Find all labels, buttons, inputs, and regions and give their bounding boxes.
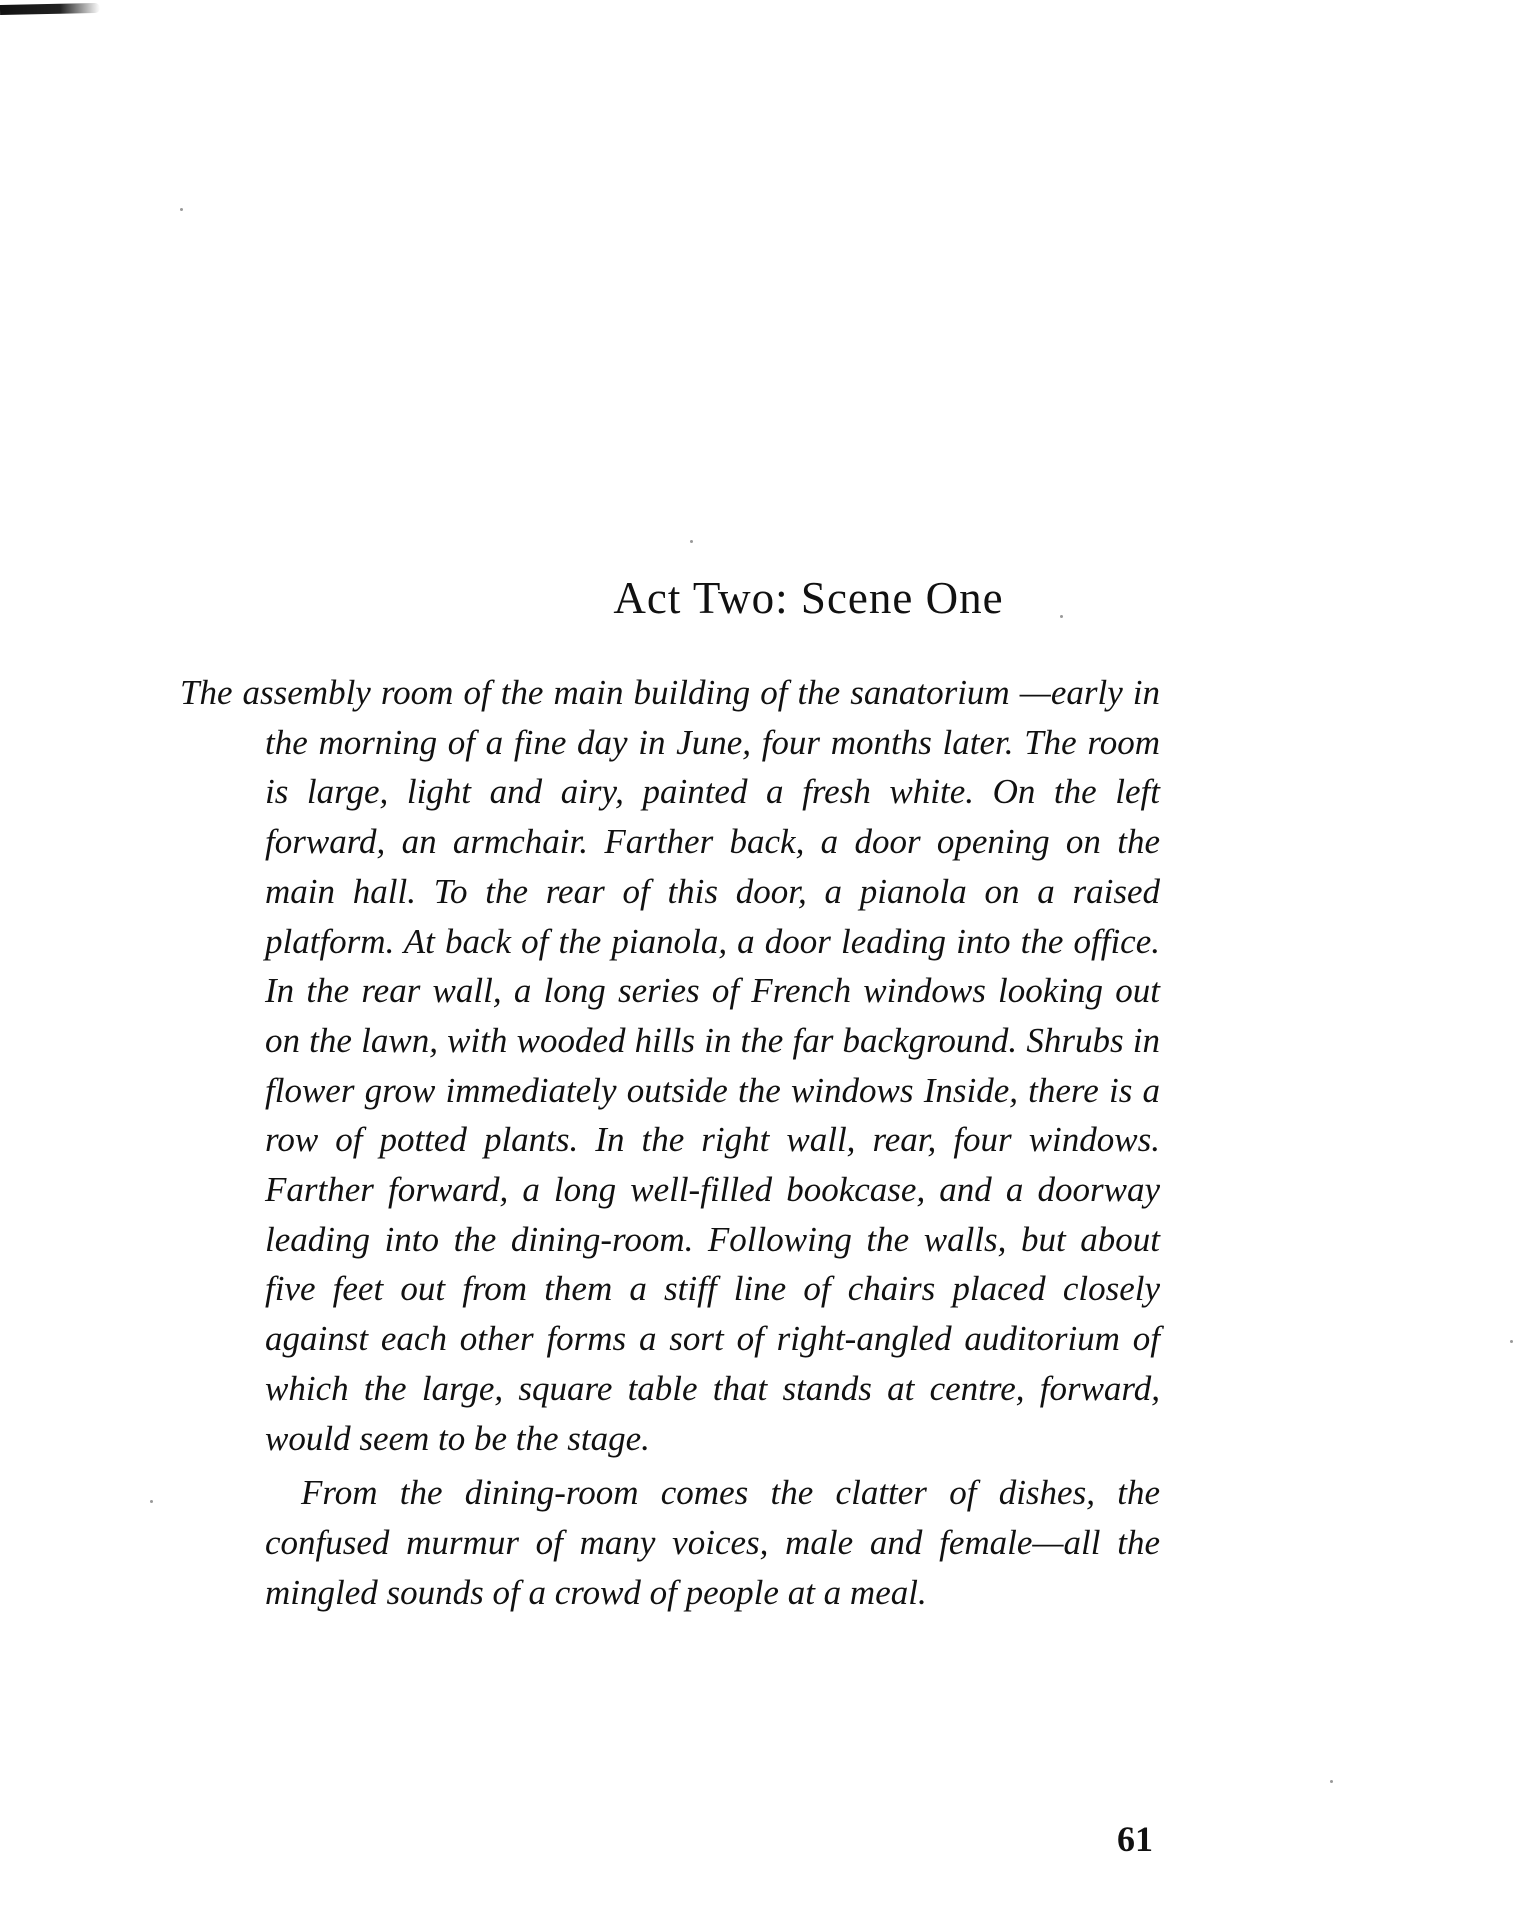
scene-heading: Act Two: Scene One [613, 573, 1004, 623]
stage-directions [180, 668, 1160, 1617]
scan-speck [1060, 615, 1063, 618]
page-number: 61 [1117, 1819, 1153, 1859]
scan-edge-mark [0, 3, 100, 15]
scan-speck [180, 208, 183, 211]
stage-direction-paragraph: The assembly room of the main building of the sanatorium —early in the morning of a fine day in June, four months later. The room is large, light and airy, painted a fresh white. On the left forward, an armchair. Farther back, a door opening on the main hall. To the rear of this door, a pianola on a raised platform. At back of the pianola, a door leading into the office. In the rear wall, a long series of French windows looking out on the lawn, with wooded hills in the far background. Shrubs in flower grow immediately outside the windows Inside, there is a row of potted plants. In the right wall, rear, four windows. Farther forward, a long well-filled bookcase, and a doorway leading into the dining-room. Following the walls, but about five feet out from them a stiff line of chairs placed closely against each other forms a sort of right-angled auditorium of which the large, square table that stands at centre, forward, would seem to be the stage. [180, 673, 1160, 1458]
scan-speck [1330, 1780, 1333, 1783]
scan-speck [1510, 1340, 1513, 1343]
scan-speck [690, 540, 693, 543]
stage-direction-paragraph: From the dining-room comes the clatter of dishes, the confused murmur of many voices, male and female—all the mingled sounds of a crowd of people at a meal. [265, 1473, 1160, 1612]
scan-speck [150, 1500, 153, 1503]
